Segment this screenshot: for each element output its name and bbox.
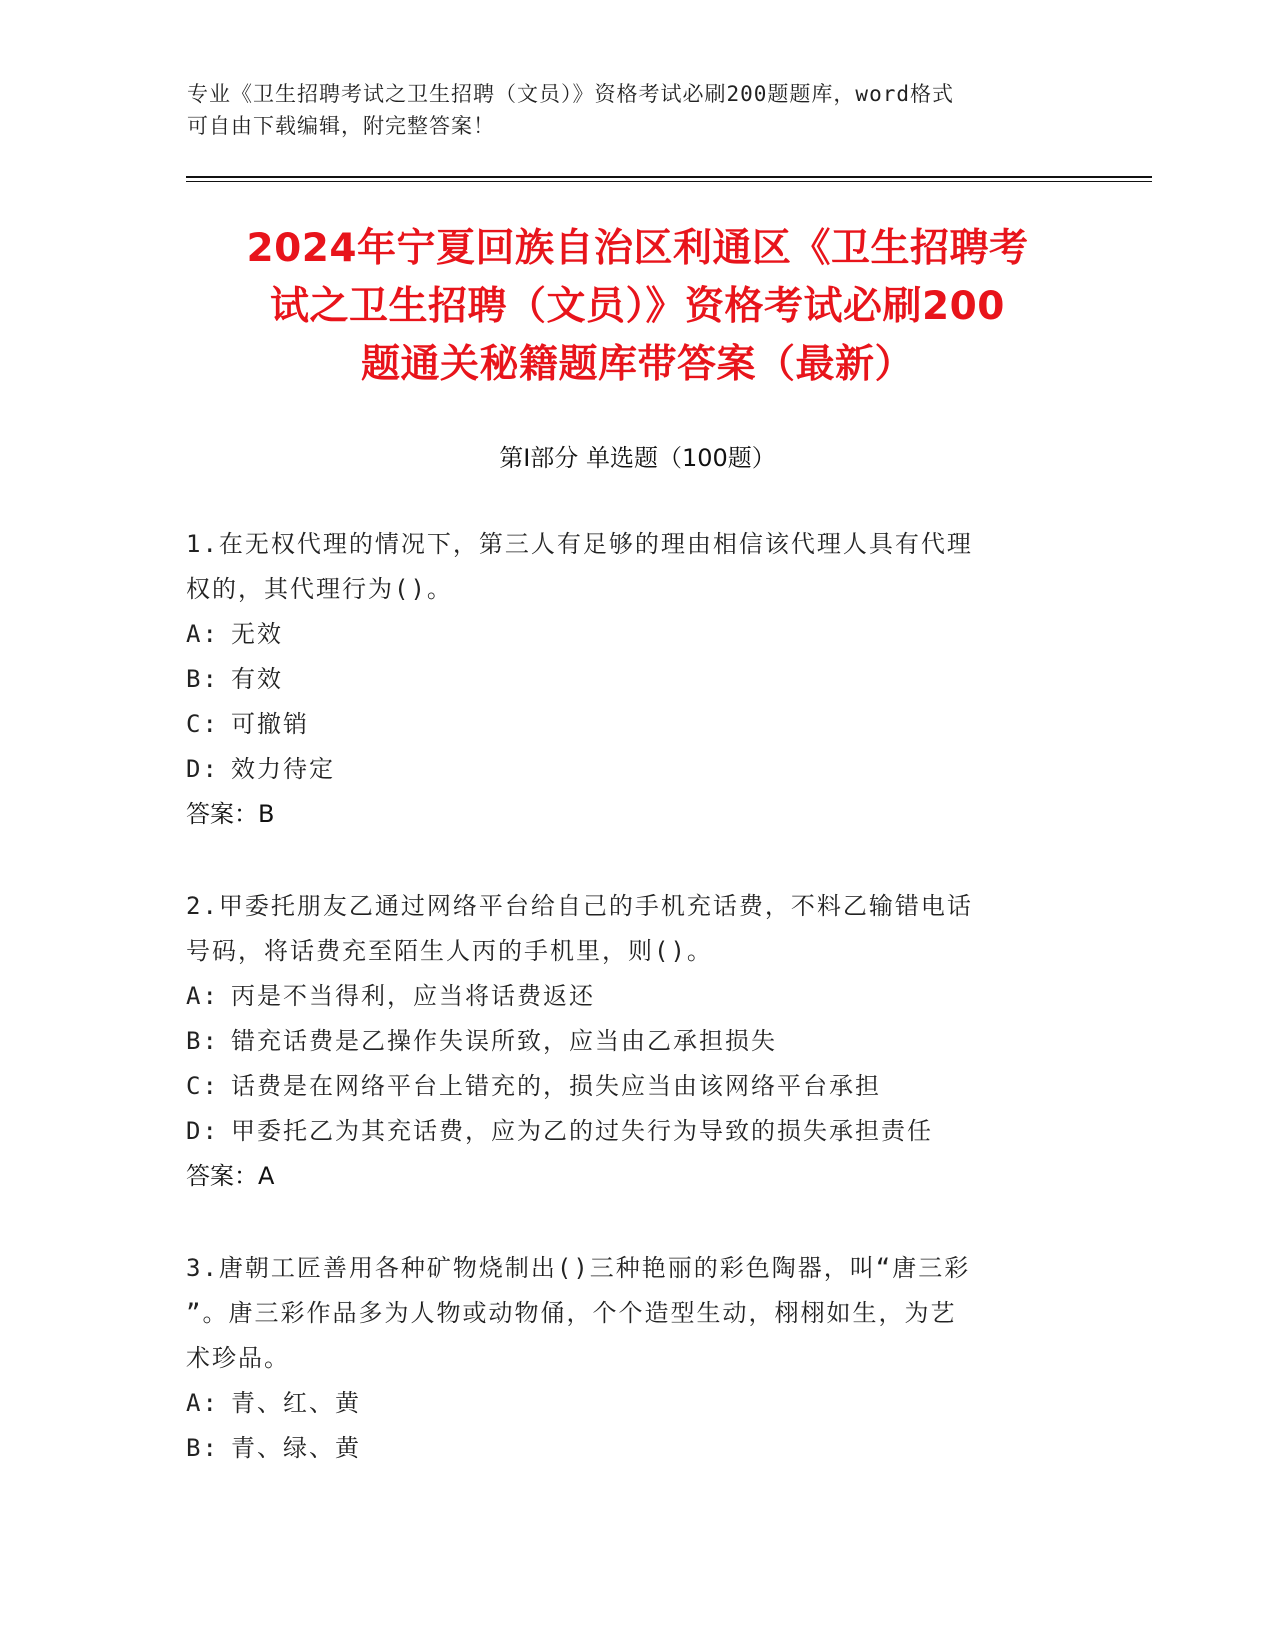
question-stem-line: 术珍品。 (186, 1344, 290, 1372)
option-text: 效力待定 (231, 755, 335, 783)
option-text: 话费是在网络平台上错充的，损失应当由该网络平台承担 (231, 1072, 881, 1100)
document-title (150, 220, 1125, 394)
option-letter: B: (186, 1434, 219, 1462)
answer-option (186, 657, 1066, 702)
option-text: 可撤销 (231, 710, 309, 738)
question-list (186, 522, 1066, 1518)
option-letter: A: (186, 1389, 219, 1417)
answer-option (186, 1109, 1066, 1154)
option-text: 丙是不当得利，应当将话费返还 (231, 982, 595, 1010)
document-title-line-2: 试之卫生招聘（文员）》资格考试必刷200 (270, 284, 1005, 329)
question-stem-line: 2.甲委托朋友乙通过网络平台给自己的手机充话费，不料乙输错电话 (186, 892, 973, 920)
option-letter: D: (186, 755, 219, 783)
option-letter: A: (186, 620, 219, 648)
answer-option (186, 974, 1066, 1019)
question-item (186, 1246, 1066, 1471)
option-text: 甲委托乙为其充话费，应为乙的过失行为导致的损失承担责任 (231, 1117, 933, 1145)
option-text: 错充话费是乙操作失误所致，应当由乙承担损失 (231, 1027, 777, 1055)
document-title-line-1: 2024年宁夏回族自治区利通区《卫生招聘考 (246, 226, 1029, 271)
answer-option (186, 1426, 1066, 1471)
option-letter: B: (186, 665, 219, 693)
answer-key: 答案：A (186, 1162, 275, 1190)
question-stem-line: ”。唐三彩作品多为人物或动物俑，个个造型生动，栩栩如生，为艺 (186, 1299, 957, 1327)
answer-option (186, 1019, 1066, 1064)
option-letter: B: (186, 1027, 219, 1055)
answer-option (186, 702, 1066, 747)
option-letter: D: (186, 1117, 219, 1145)
answer-option (186, 747, 1066, 792)
document-title-line-3: 题通关秘籍题库带答案（最新） (360, 342, 914, 387)
option-letter: C: (186, 1072, 219, 1100)
option-text: 青、红、黄 (231, 1389, 361, 1417)
question-stem-line: 1.在无权代理的情况下，第三人有足够的理由相信该代理人具有代理 (186, 530, 973, 558)
answer-option (186, 1381, 1066, 1426)
section-heading: 第Ⅰ部分 单选题（100题） (499, 444, 776, 472)
header-note-line-2: 可自由下载编辑，附完整答案！ (187, 114, 495, 138)
header-divider-thick (186, 176, 1152, 178)
question-stem-line: 3.唐朝工匠善用各种矿物烧制出()三种艳丽的彩色陶器，叫“唐三彩 (186, 1254, 971, 1282)
question-item (186, 522, 1066, 837)
option-letter: A: (186, 982, 219, 1010)
option-text: 无效 (231, 620, 283, 648)
answer-option (186, 612, 1066, 657)
header-note-line-1: 专业《卫生招聘考试之卫生招聘（文员）》资格考试必刷200题题库，word格式 (187, 82, 954, 106)
header-note (187, 78, 1067, 142)
option-text: 有效 (231, 665, 283, 693)
header-divider-thin (186, 181, 1152, 182)
question-stem-line: 权的，其代理行为()。 (186, 575, 453, 603)
answer-option (186, 1064, 1066, 1109)
question-stem-line: 号码，将话费充至陌生人丙的手机里，则()。 (186, 937, 713, 965)
question-item (186, 884, 1066, 1199)
option-letter: C: (186, 710, 219, 738)
answer-key: 答案：B (186, 800, 275, 828)
option-text: 青、绿、黄 (231, 1434, 361, 1462)
